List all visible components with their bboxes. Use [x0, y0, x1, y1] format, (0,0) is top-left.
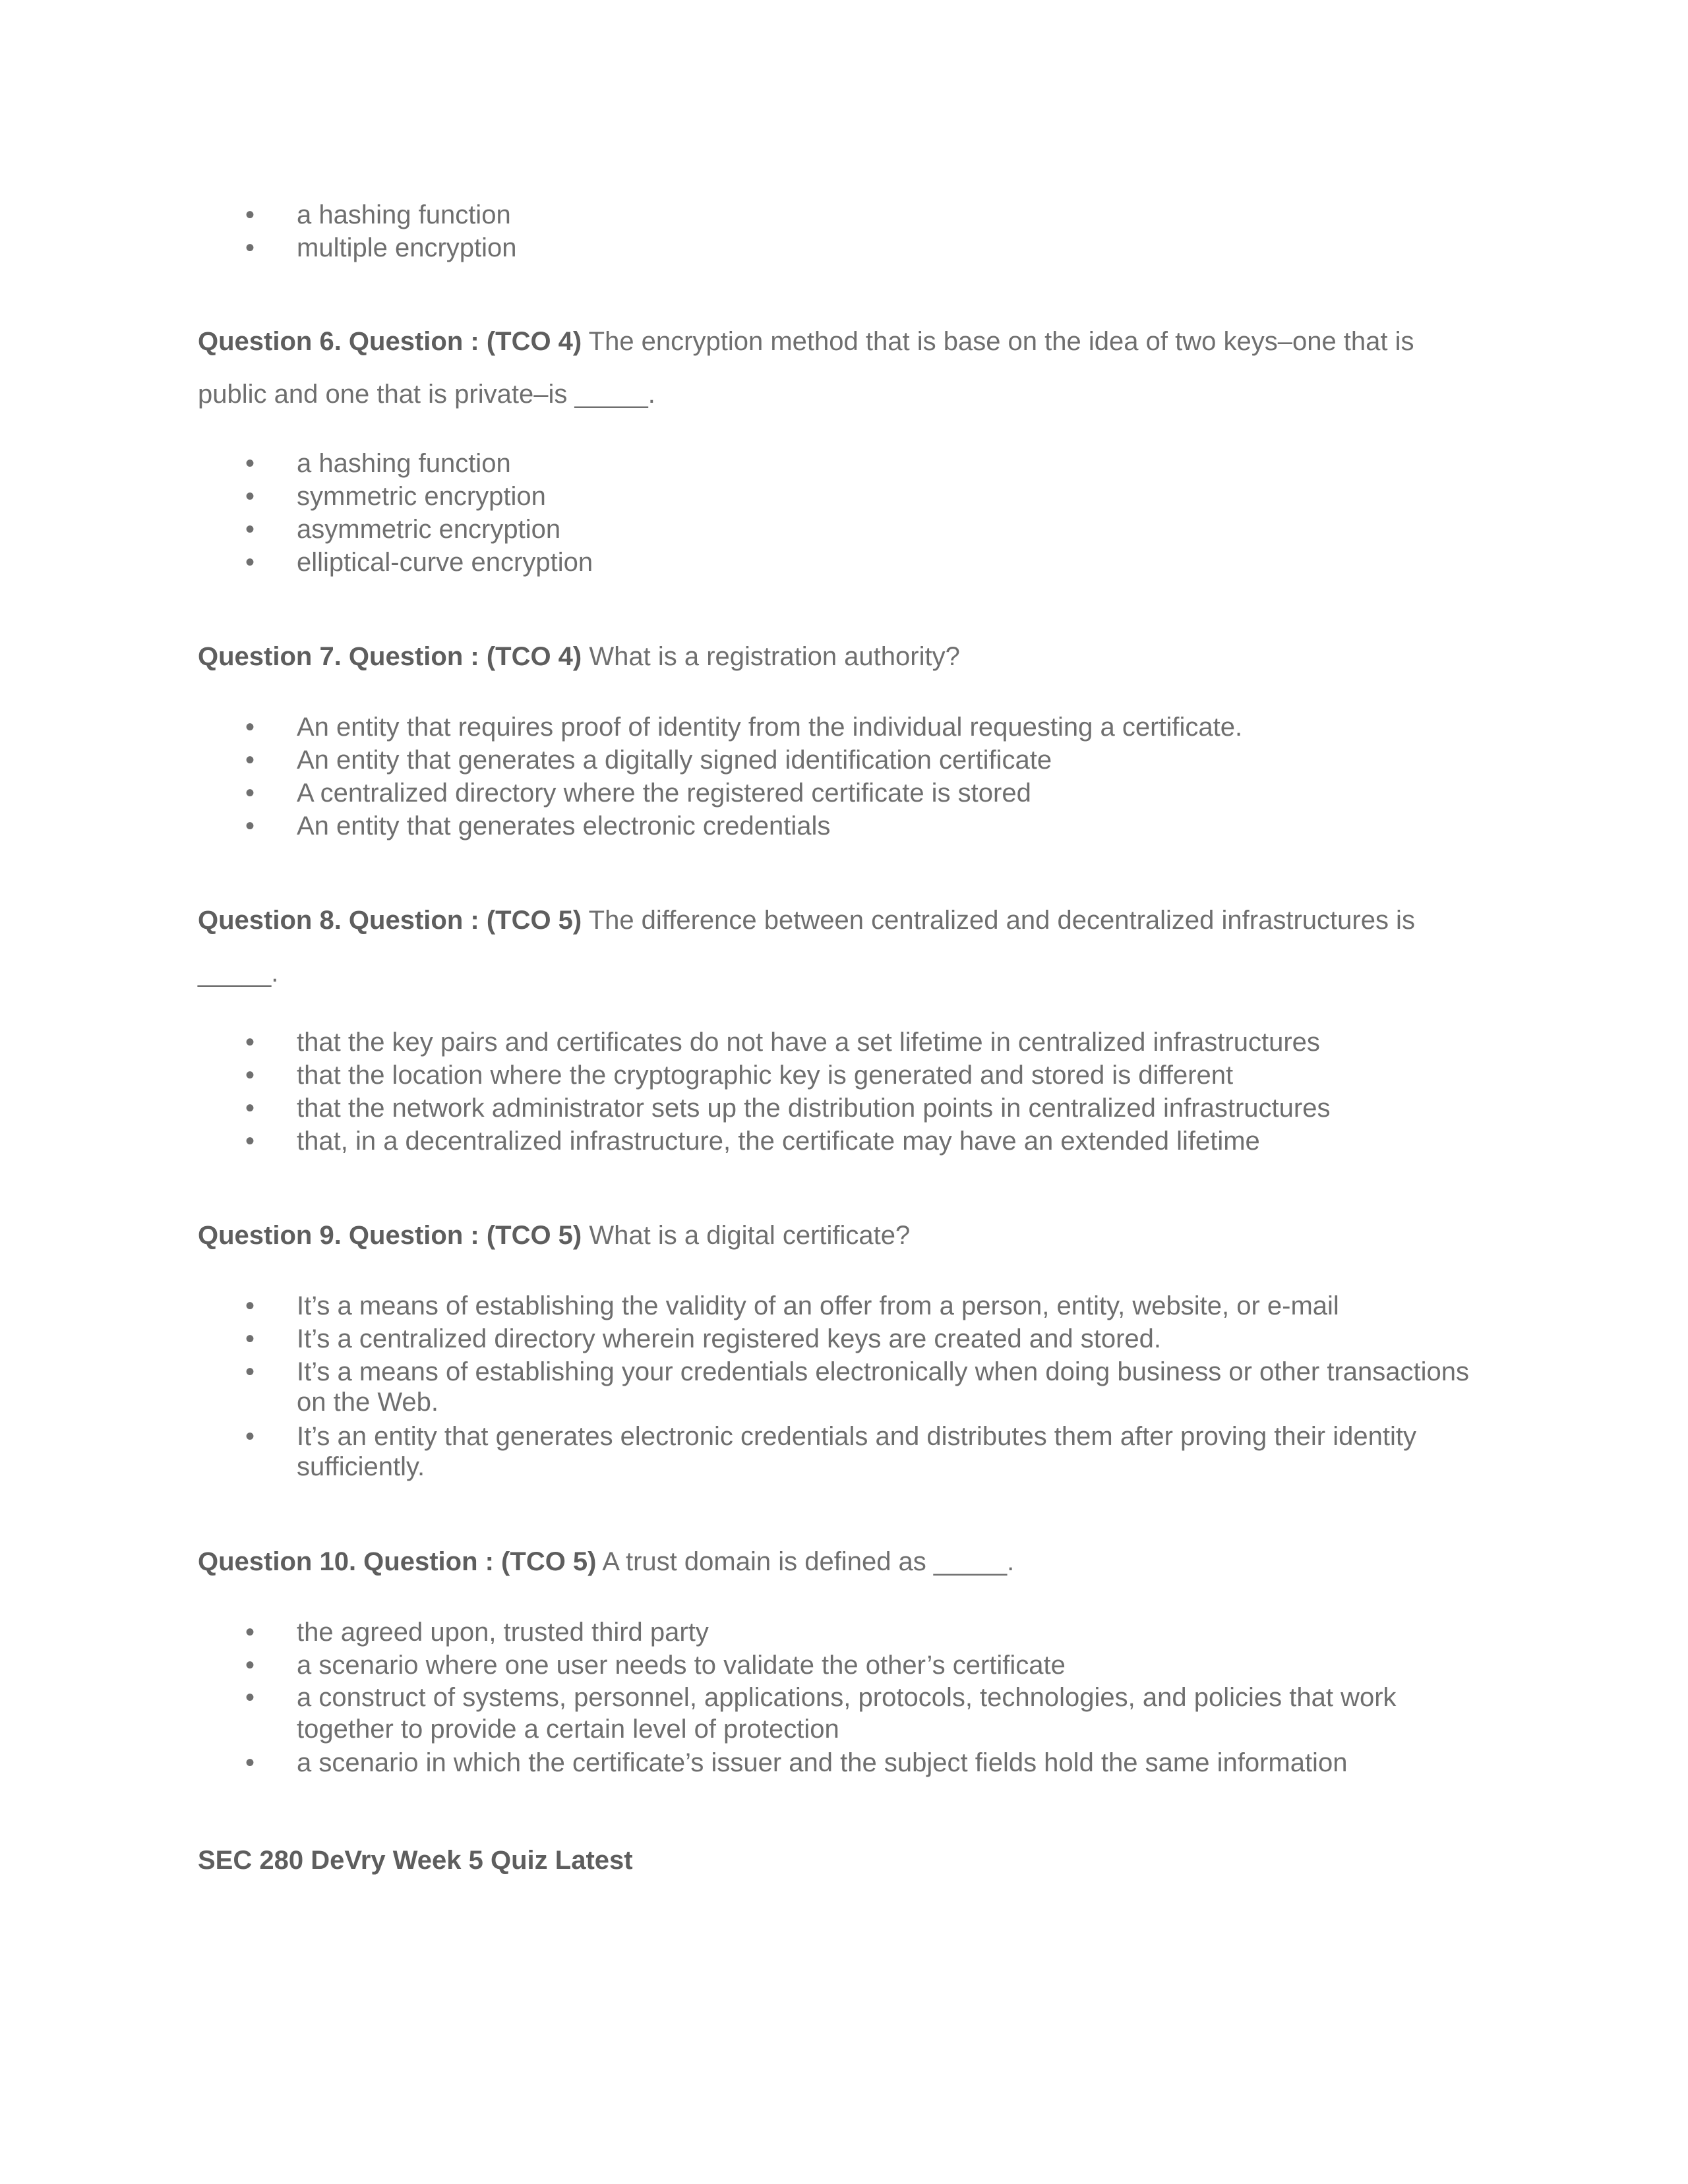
bullet-icon: • — [245, 200, 255, 229]
question-9 — [198, 1209, 1490, 1262]
question-heading: Question 6. Question : (TCO 4) — [198, 327, 582, 356]
bullet-icon: • — [245, 1618, 255, 1647]
option-list — [198, 1616, 1490, 1779]
bullet-icon: • — [245, 746, 255, 775]
option-item: • symmetric encryption — [198, 480, 1490, 513]
question-text: What is a digital certificate? — [582, 1221, 911, 1250]
question-10 — [198, 1535, 1490, 1588]
question-heading: Question 10. Question : (TCO 5) — [198, 1547, 597, 1576]
option-item: • multiple encryption — [198, 231, 1490, 264]
question-text: The encryption method that is base on the idea of two keys–one that is public and one that is private–is _____. — [198, 327, 1414, 409]
option-item: • that the location where the cryptographic key is generated and stored is different — [198, 1059, 1490, 1092]
bullet-icon: • — [245, 548, 255, 577]
bullet-icon: • — [245, 449, 255, 478]
footer-title: SEC 280 DeVry Week 5 Quiz Latest — [198, 1846, 633, 1875]
bullet-icon: • — [245, 233, 255, 262]
option-item: • that, in a decentralized infrastructure, the certificate may have an extended lifetime — [198, 1125, 1490, 1158]
bullet-icon: • — [245, 1422, 255, 1451]
option-item: • A centralized directory where the registered certificate is stored — [198, 777, 1490, 810]
bullet-icon: • — [245, 713, 255, 742]
option-item: • a construct of systems, personnel, applications, protocols, technologies, and policies that work together to provide a certain level of protection — [245, 1683, 1397, 1744]
option-list — [198, 1026, 1490, 1158]
bullet-icon: • — [245, 1357, 255, 1386]
option-list — [198, 198, 1490, 264]
bullet-icon: • — [245, 812, 255, 841]
bullet-icon: • — [245, 482, 255, 511]
bullet-icon: • — [245, 1651, 255, 1680]
option-item: • that the network administrator sets up the distribution points in centralized infrastructures — [198, 1092, 1490, 1125]
bullet-icon: • — [245, 515, 255, 544]
option-item: • An entity that requires proof of identity from the individual requesting a certificate. — [198, 711, 1490, 744]
bullet-icon: • — [245, 1127, 255, 1156]
option-item: • It’s a means of establishing the validity of an offer from a person, entity, website, or e-mail — [198, 1289, 1490, 1322]
option-item: • elliptical-curve encryption — [198, 546, 1490, 579]
bullet-icon: • — [245, 779, 255, 808]
bullet-icon: • — [245, 1094, 255, 1123]
option-item: • a scenario in which the certificate’s issuer and the subject fields hold the same information — [198, 1746, 1490, 1779]
option-item: • It’s a means of establishing your credentials electronically when doing business or other transactions on the Web. — [245, 1357, 1470, 1417]
option-item: • An entity that generates a digitally signed identification certificate — [198, 744, 1490, 777]
option-item: • a hashing function — [198, 447, 1490, 480]
question-6 — [198, 315, 1490, 421]
question-text: The difference between centralized and decentralized infrastructures is _____. — [198, 906, 1415, 988]
question-7 — [198, 630, 1490, 683]
option-item: • a hashing function — [198, 198, 1490, 231]
option-list — [198, 711, 1490, 842]
bullet-icon: • — [245, 1061, 255, 1090]
question-text: What is a registration authority? — [582, 642, 960, 671]
option-list — [198, 447, 1490, 579]
question-heading: Question 9. Question : (TCO 5) — [198, 1221, 582, 1250]
option-list — [198, 1289, 1490, 1482]
bullet-icon: • — [245, 1324, 255, 1353]
bullet-icon: • — [245, 1028, 255, 1057]
question-text: A trust domain is defined as _____. — [596, 1547, 1015, 1576]
option-item: • An entity that generates electronic credentials — [198, 810, 1490, 842]
option-item: • It’s a centralized directory wherein registered keys are created and stored. — [198, 1322, 1490, 1355]
question-heading: Question 8. Question : (TCO 5) — [198, 906, 582, 935]
option-item: • It’s an entity that generates electronic credentials and distributes them after proving their identity sufficiently. — [245, 1422, 1416, 1481]
question-heading: Question 7. Question : (TCO 4) — [198, 642, 582, 671]
option-item: • the agreed upon, trusted third party — [198, 1616, 1490, 1649]
bullet-icon: • — [245, 1291, 255, 1320]
bullet-icon: • — [245, 1748, 255, 1777]
bullet-icon: • — [245, 1683, 255, 1712]
question-8 — [198, 894, 1490, 999]
option-item: • that the key pairs and certificates do not have a set lifetime in centralized infrastructures — [198, 1026, 1490, 1059]
option-item: • a scenario where one user needs to validate the other’s certificate — [198, 1649, 1490, 1682]
option-item: • asymmetric encryption — [198, 513, 1490, 546]
